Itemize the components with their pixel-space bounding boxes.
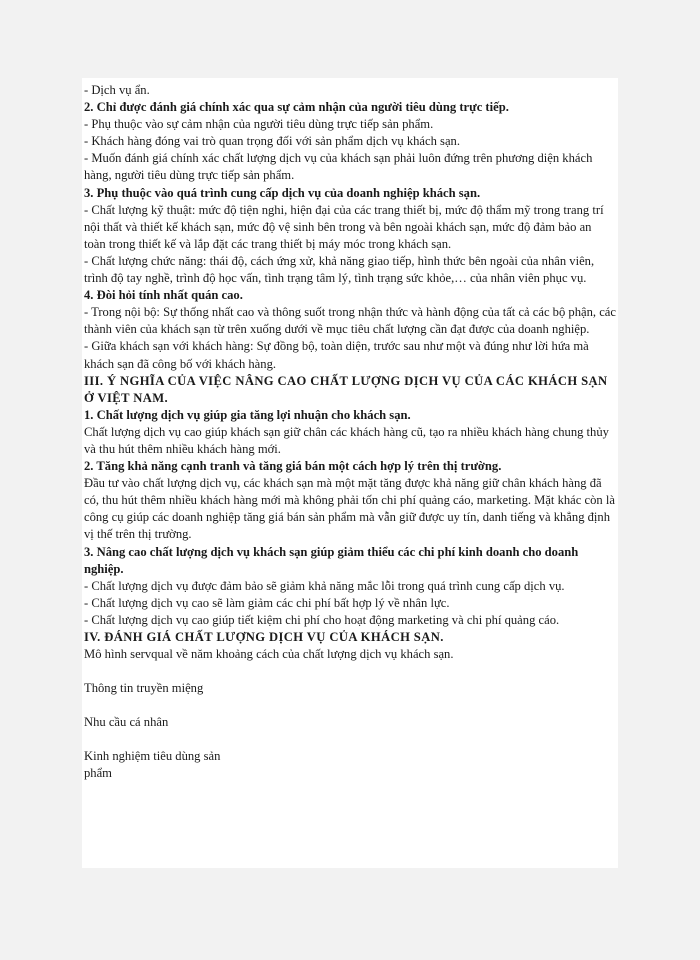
- heading-perception: 2. Chỉ được đánh giá chính xác qua sự cảm nhận của người tiêu dùng trực tiếp.: [84, 100, 509, 115]
- diagram-label-word-of-mouth: Thông tin truyền miệng: [84, 681, 204, 696]
- heading-competition: 2. Tăng khả năng cạnh tranh và tăng giá bán một cách hợp lý trên thị trường.: [84, 459, 502, 474]
- bullet-functional-quality: - Chất lượng chức năng: thái độ, cách ứng xử, khả năng giao tiếp, hình thức bên ngoài của nhân viên, trình độ tay nghề, trình độ học vấn, tình trạng tâm lý, tình trạng sức khỏe,… của nhân viên phục vụ.: [84, 253, 595, 286]
- diagram-label-past-experience: Kinh nghiệm tiêu dùng sản phẩm: [84, 749, 221, 781]
- heading-costs: 3. Nâng cao chất lượng dịch vụ khách sạn giúp giảm thiểu các chi phí kinh doanh cho doanh nghiệp.: [84, 544, 579, 576]
- bullet-labor-costs: - Chất lượng dịch vụ cao sẽ làm giảm các chi phí bất hợp lý về nhân lực.: [84, 595, 450, 610]
- diagram-label-personal-needs: Nhu cầu cá nhân: [84, 715, 169, 730]
- heading-profit: 1. Chất lượng dịch vụ giúp gia tăng lợi nhuận cho khách sạn.: [84, 407, 411, 422]
- paragraph-profit: Chất lượng dịch vụ cao giúp khách sạn giữ chân các khách hàng cũ, tạo ra nhiều khách hàng chung thủy và thu hút thêm nhiều khách hàng mới.: [84, 424, 609, 456]
- bullet-marketing-costs: - Chất lượng dịch vụ cao giúp tiết kiệm chi phí cho hoạt động marketing và chi phí quảng cáo.: [84, 612, 560, 627]
- document-body: [84, 82, 616, 783]
- bullet-hotel-customer: - Giữa khách sạn với khách hàng: Sự đồng bộ, toàn diện, trước sau như một và đúng như lời hứa mà khách sạn đã công bố với khách hàng.: [84, 339, 589, 371]
- bullet-hidden-service: - Dịch vụ ẩn.: [84, 83, 150, 97]
- section-iv-title: IV. ĐÁNH GIÁ CHẤT LƯỢNG DỊCH VỤ CỦA KHÁCH SẠN.: [84, 630, 444, 644]
- bullet-internal: - Trong nội bộ: Sự thống nhất cao và thông suốt trong nhận thức và hành động của tất cả các bộ phận, các thành viên của khách sạn từ trên xuống dưới về mục tiêu chất lượng cần đạt được của doanh nghiệp.: [84, 305, 616, 337]
- heading-consistency: 4. Đòi hỏi tính nhất quán cao.: [84, 288, 243, 303]
- bullet-errors: - Chất lượng dịch vụ được đảm bảo sẽ giảm khả năng mắc lỗi trong quá trình cung cấp dịch vụ.: [84, 578, 565, 593]
- paragraph-competition: Đầu tư vào chất lượng dịch vụ, các khách sạn mà một mặt tăng được khả năng giữ chân khách hàng đã có, thu hút thêm nhiều khách hàng mới mà không phải tốn chi phí quảng cáo, marketing. Mặt khác còn là công cụ giúp các doanh nghiệp tăng giá bán sản phẩm mà vẫn giữ được uy tín, danh tiếng và khẳng định vị thế trên thị trường.: [84, 476, 615, 542]
- bullet-customer-viewpoint: - Muốn đánh giá chính xác chất lượng dịch vụ của khách sạn phải luôn đứng trên phương diện khách hàng, người tiêu dùng trực tiếp sản phẩm.: [84, 151, 593, 183]
- paragraph-servqual: Mô hình servqual về năm khoảng cách của chất lượng dịch vụ khách sạn.: [84, 647, 454, 662]
- bullet-technical-quality: - Chất lượng kỹ thuật: mức độ tiện nghi, hiện đại của các trang thiết bị, mức độ thẩm mỹ trong trang trí nội thất và thiết kế khách sạn, mức độ vệ sinh bên trong và bên ngoài khách sạn, mức độ đảm bảo an toàn trong thiết kế và lắp đặt các trang thiết bị máy móc trong khách sạn.: [84, 202, 604, 251]
- heading-supply-process: 3. Phụ thuộc vào quá trình cung cấp dịch vụ của doanh nghiệp khách sạn.: [84, 185, 481, 200]
- bullet-depends-perception: - Phụ thuộc vào sự cảm nhận của người tiêu dùng trực tiếp sản phẩm.: [84, 117, 434, 132]
- section-iii-title: III. Ý NGHĨA CỦA VIỆC NÂNG CAO CHẤT LƯỢNG DỊCH VỤ CỦA CÁC KHÁCH SẠN Ở VIỆT NAM.: [84, 373, 608, 405]
- bullet-customer-role: - Khách hàng đóng vai trò quan trọng đối với sản phẩm dịch vụ khách sạn.: [84, 134, 460, 149]
